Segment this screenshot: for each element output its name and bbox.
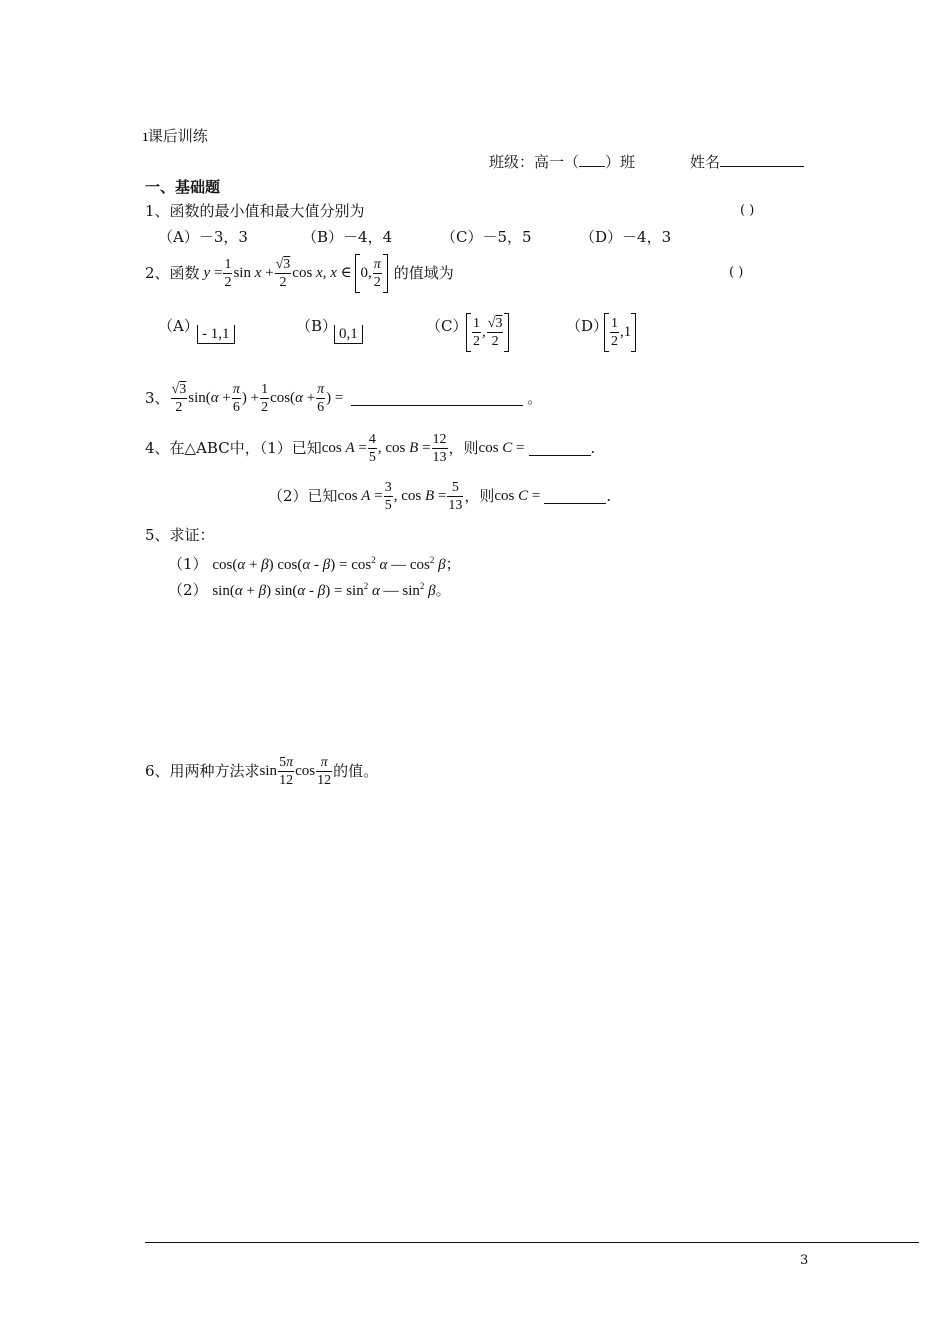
q4-answer1-blank[interactable]: [529, 441, 591, 456]
q2-option-b-value: 0,1: [334, 325, 363, 344]
q1-text: 1、函数的最小值和最大值分别为: [145, 202, 365, 220]
q4-then2: ，则: [464, 487, 495, 505]
q2-option-c[interactable]: $\frac{1}{2}$ , $\frac{√3}{2}$: [466, 313, 509, 352]
q5-p1-end: ；: [445, 555, 461, 573]
q2-prefix: 2、函数: [145, 264, 200, 282]
q4-ask1: cos C =: [478, 440, 525, 456]
q4-answer2-blank[interactable]: [544, 489, 606, 504]
class-label: 班级：高一（: [489, 153, 580, 171]
q5-p1-formula: cos(α + β) $\cos(\alpha - \beta) = \cos^2 \alpha$ — $\cos^2 \beta$: [212, 555, 446, 573]
q6-formula: sin $\frac{5\pi}{12}$ cos $\frac{\pi}{12}$: [259, 754, 332, 788]
footer-divider: [145, 1242, 919, 1243]
q3-line: [145, 376, 542, 420]
q2-option-a-label[interactable]: （A）: [158, 317, 199, 335]
q2-option-b-label[interactable]: （B）: [296, 317, 338, 335]
class-blank[interactable]: [579, 152, 605, 167]
q4-dot1: .: [590, 439, 596, 457]
q1-option-b[interactable]: （B）－4，4: [302, 228, 393, 246]
q4-given2: cos A = $\frac{3}{5}$ , cos B = $\frac{5}{13}$: [337, 479, 463, 513]
page-title: ı课后训练: [143, 127, 208, 145]
q3-end: 。: [527, 389, 543, 407]
q6-line: [145, 749, 378, 793]
q5-p2-end: 。: [435, 581, 451, 599]
q4-part2: [268, 474, 611, 518]
q1-answer-paren[interactable]: ( ): [740, 203, 755, 218]
section-title: 一、基础题: [145, 178, 221, 196]
q2-option-a-value: - 1,1: [197, 325, 235, 344]
q5-title: 5、求证：: [145, 526, 215, 544]
q2-stem: [145, 250, 454, 296]
q2-option-c-label[interactable]: （C）: [426, 317, 468, 335]
q2-option-a[interactable]: [197, 325, 235, 344]
q5-p1-label: （1）: [168, 555, 208, 573]
q2-suffix: 的值域为: [393, 264, 454, 282]
class-close: ）班: [605, 153, 636, 171]
q1-option-a[interactable]: （A）－3，3: [158, 228, 248, 246]
q6-prefix: 6、用两种方法求: [145, 762, 260, 780]
q4-part2-prefix: （2）已知: [268, 487, 338, 505]
q2-option-b[interactable]: [334, 325, 363, 344]
q1-option-d[interactable]: （D）－4，3: [580, 228, 672, 246]
q2-option-d-label[interactable]: （D）: [566, 317, 609, 335]
q2-option-d-tail: ,1: [620, 323, 632, 340]
class-field: [489, 152, 635, 171]
q4-dot2: .: [606, 487, 612, 505]
q4-then1: ，则: [448, 439, 479, 457]
q3-answer-blank[interactable]: [351, 391, 523, 406]
page-number: 3: [800, 1253, 809, 1268]
q4-ask2: cos C =: [494, 488, 541, 504]
name-blank[interactable]: [720, 152, 804, 167]
q2-formula: y = $\frac{1}{2}$ sin x + $\frac{√3}{2}$ cos x, x ∈ 0, $\frac{\pi}{2}$: [204, 254, 388, 293]
q6-suffix: 的值。: [333, 762, 379, 780]
name-field: [690, 152, 804, 171]
q2-answer-paren[interactable]: ( ): [729, 265, 744, 280]
q3-formula: $\frac{√3}{2}$ sin(α + $\frac{\pi}{6}$ ) + $\frac{1}{2}$ cos(α + $\frac{\pi}{6}$ ) =: [171, 381, 344, 415]
q4-part1: [145, 426, 595, 470]
q5-part1: [168, 551, 461, 574]
q5-part2: [168, 577, 451, 600]
q4-prefix: 4、在△ABC中，（1）已知: [145, 439, 322, 457]
q5-p2-label: （2）: [168, 581, 208, 599]
q2-option-d[interactable]: $\frac{1}{2}$ ,1: [604, 313, 636, 352]
name-label: 姓名: [690, 153, 721, 171]
q4-given1: cos A = $\frac{4}{5}$ , cos B = $\frac{12}{13}$: [321, 431, 447, 465]
q1-option-c[interactable]: （C）－5，5: [441, 228, 532, 246]
q3-prefix: 3、: [145, 389, 170, 407]
q5-p2-formula: sin(α + β) $\sin(\alpha - \beta) = \sin^2 \alpha$ — $\sin^2 \beta$: [212, 581, 436, 599]
